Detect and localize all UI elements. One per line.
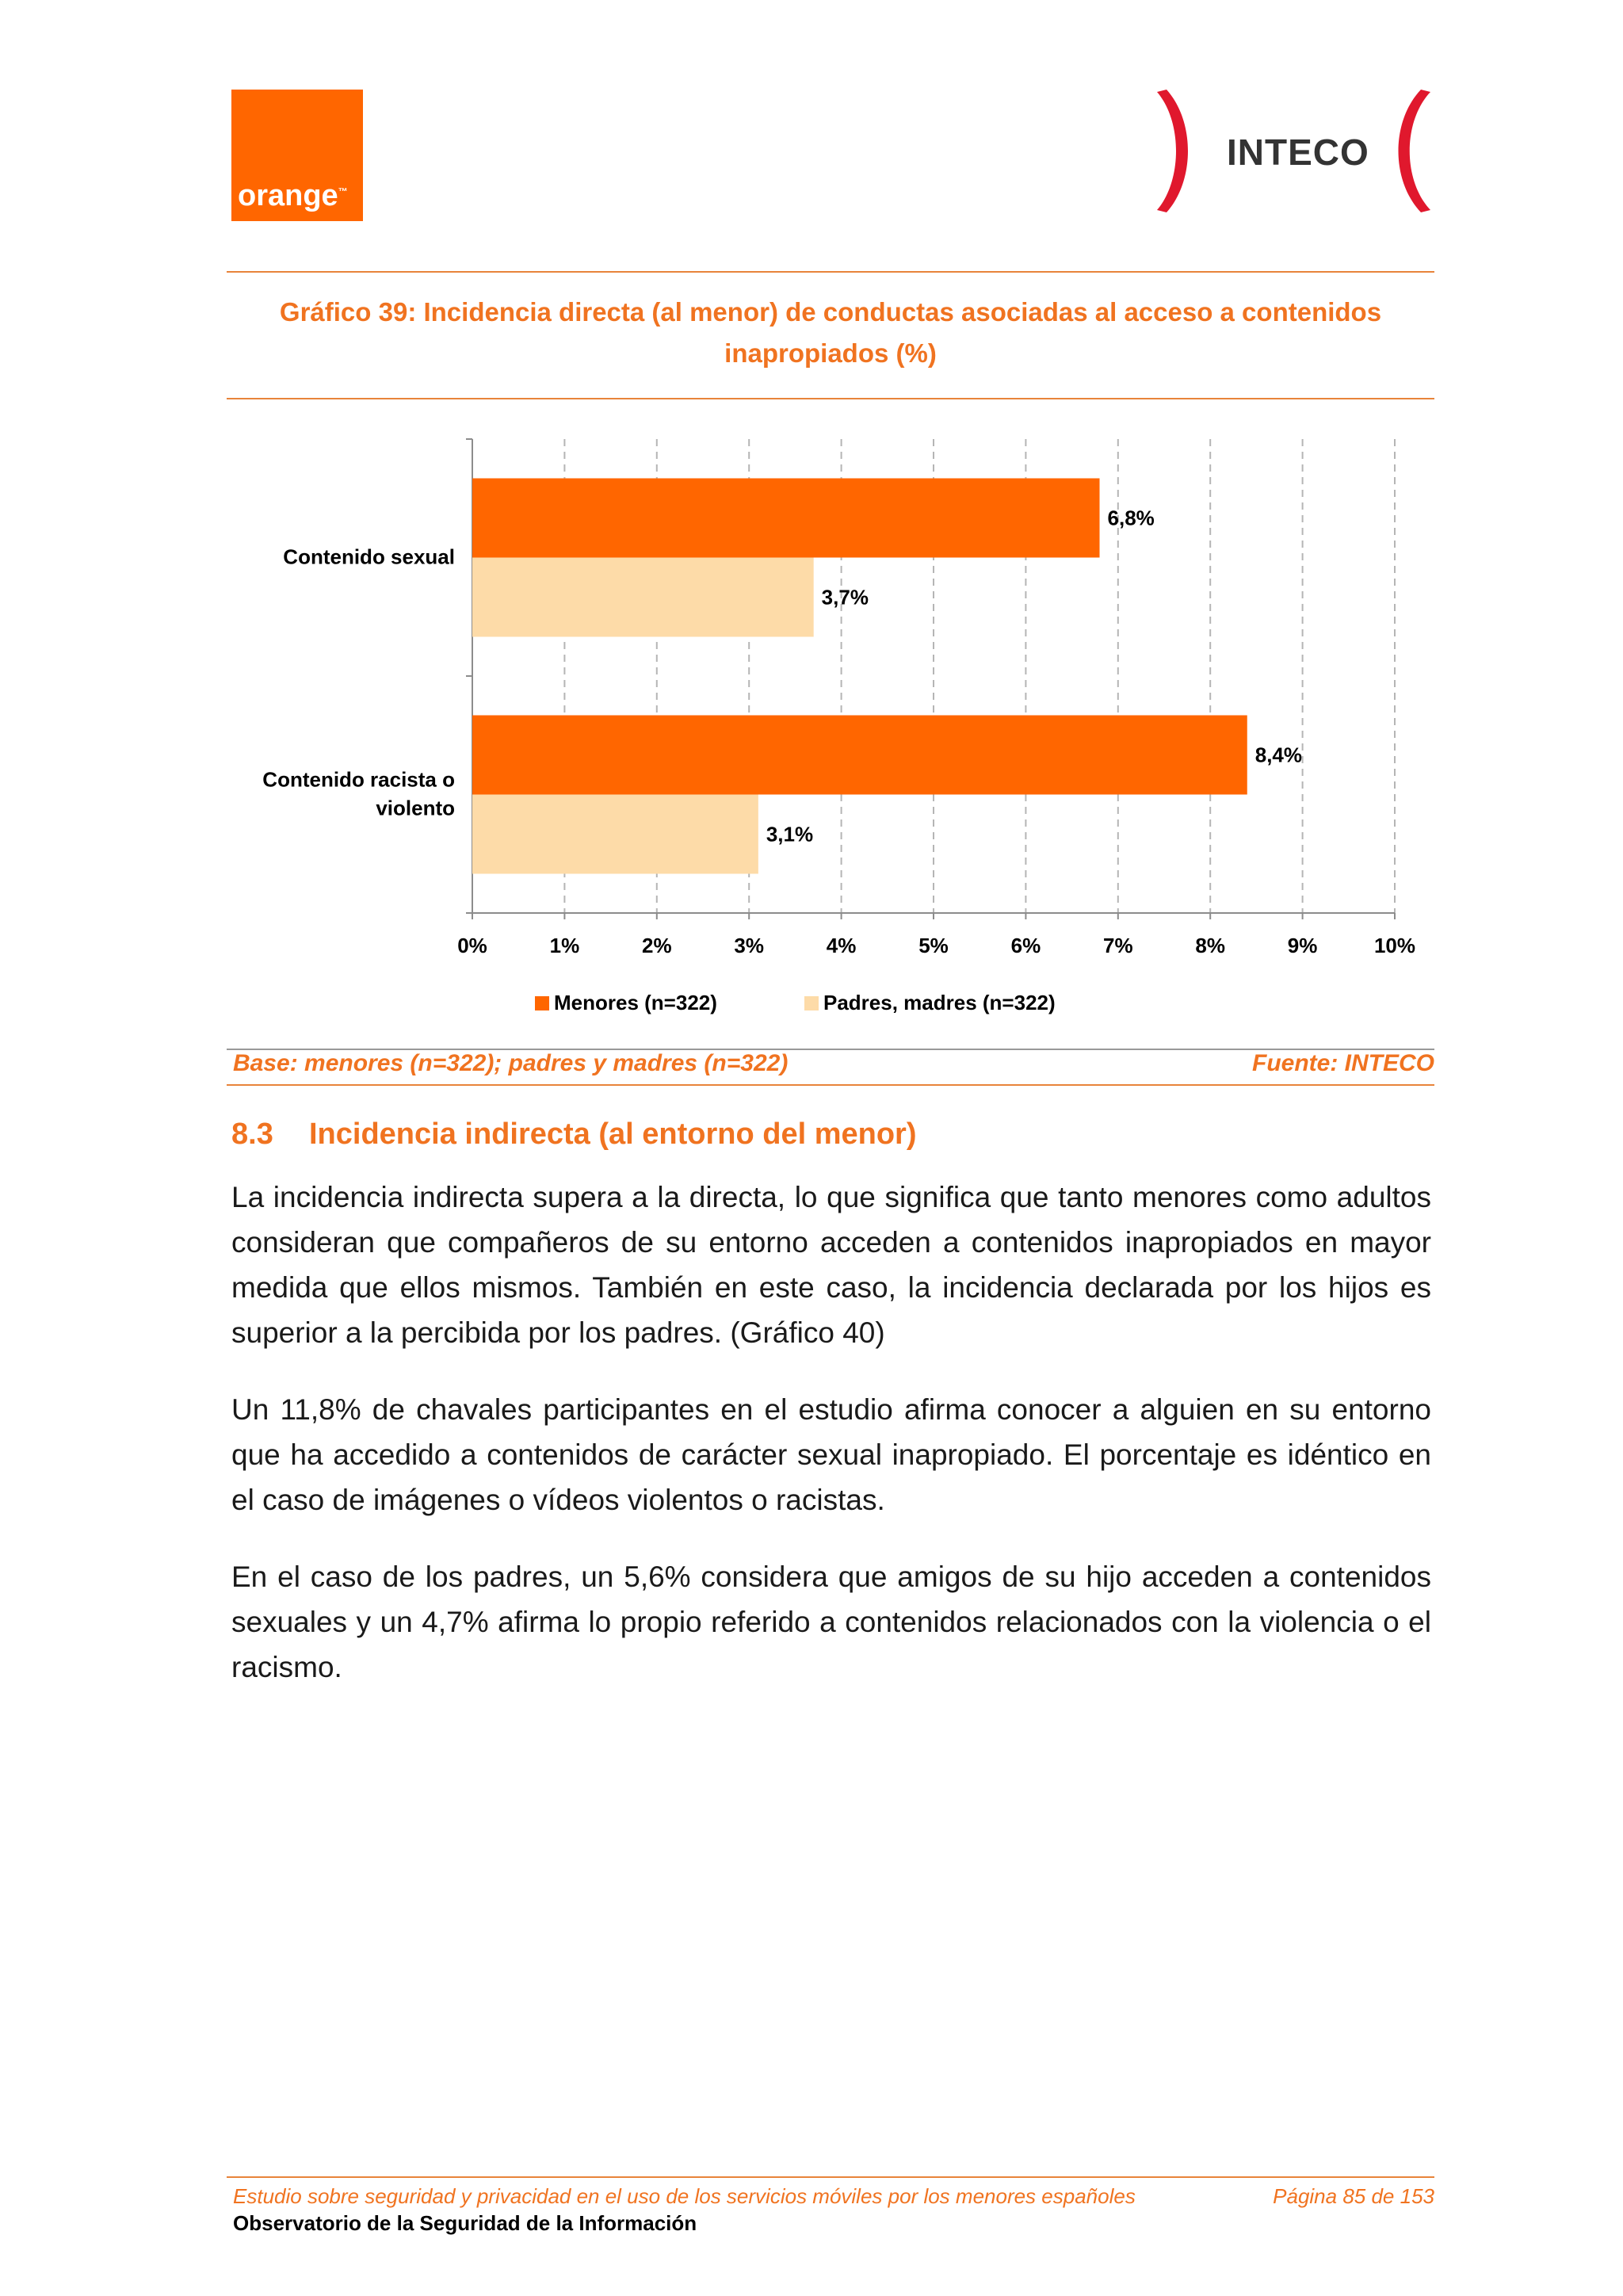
figure-title-line1: Gráfico 39: Incidencia directa (al menor) de conductas asociadas al acceso a contenidos: [279, 297, 1382, 327]
paragraph-2: Un 11,8% de chavales participantes en el estudio afirma conocer a alguien en su entorno que ha accedido a contenidos de carácter sexual inapropiado. El porcentaje es idéntico en el caso de imágenes o vídeos violentos o racistas.: [231, 1393, 1431, 1516]
x-tick-label: 6%: [1010, 934, 1041, 957]
bar: [472, 558, 814, 637]
base-row: [231, 1050, 1434, 1082]
data-label: 8,4%: [1254, 743, 1303, 767]
section-title: Incidencia indirecta (al entorno del menor): [309, 1117, 917, 1151]
paragraph-1: La incidencia indirecta supera a la directa, lo que significa que tanto menores como adultos consideran que compañeros de su entorno acceden a contenidos inapropiados en mayor medida que ellos mismos. También en este caso, la incidencia declarada por los hijos es superior a la percibida por los padres. (Gráfico 40): [231, 1181, 1431, 1349]
footer-observatory: Observatorio de la Seguridad de la Información: [233, 2211, 697, 2235]
base-text: Base: menores (n=322); padres y madres (n=322): [233, 1050, 789, 1076]
section-number: 8.3: [231, 1117, 273, 1151]
footer-rule: [227, 2176, 1434, 2178]
bar-chart: [230, 428, 1419, 1038]
data-label: 6,8%: [1107, 506, 1155, 530]
paragraph-3: En el caso de los padres, un 5,6% considera que amigos de su hijo acceden a contenidos sexuales y un 4,7% afirma lo propio referido a contenidos relacionados con la violencia o el racismo.: [231, 1561, 1431, 1683]
section-heading: [231, 1117, 916, 1152]
x-tick-label: 1%: [549, 934, 580, 957]
x-tick-label: 10%: [1373, 934, 1416, 957]
page-number: Página 85 de 153: [1273, 2184, 1434, 2208]
base-bottom-rule: [227, 1084, 1434, 1086]
legend-label: Padres, madres (n=322): [823, 991, 1056, 1014]
bar: [472, 479, 1100, 558]
orange-logo-text: orange™: [238, 179, 348, 212]
data-label: 3,7%: [821, 585, 869, 609]
x-tick-label: 4%: [826, 934, 857, 957]
category-label: Contenido sexual: [283, 544, 455, 569]
svg-text:INTECO: INTECO: [1227, 132, 1369, 173]
figure-title: [227, 292, 1434, 374]
inteco-logo: [1149, 86, 1434, 216]
bar: [472, 716, 1247, 795]
legend-swatch: [535, 996, 549, 1010]
legend-label: Menores (n=322): [554, 991, 717, 1014]
x-tick-label: 3%: [734, 934, 764, 957]
data-label: 3,1%: [766, 822, 814, 846]
category-label: violento: [376, 796, 455, 820]
footer-study-title: Estudio sobre seguridad y privacidad en el uso de los servicios móviles por los menores españoles: [233, 2184, 1136, 2208]
legend-swatch: [804, 996, 819, 1010]
x-tick-label: 7%: [1103, 934, 1133, 957]
title-bottom-rule: [227, 398, 1434, 399]
figure-title-line2: inapropiados (%): [724, 338, 937, 368]
title-top-rule: [227, 271, 1434, 273]
category-label: Contenido racista o: [262, 767, 455, 792]
orange-logo: [231, 90, 363, 221]
bar: [472, 795, 758, 874]
source-text: Fuente: INTECO: [1252, 1050, 1434, 1076]
x-tick-label: 8%: [1195, 934, 1225, 957]
x-tick-label: 5%: [918, 934, 949, 957]
x-tick-label: 0%: [457, 934, 487, 957]
x-tick-label: 9%: [1287, 934, 1318, 957]
x-tick-label: 2%: [642, 934, 672, 957]
